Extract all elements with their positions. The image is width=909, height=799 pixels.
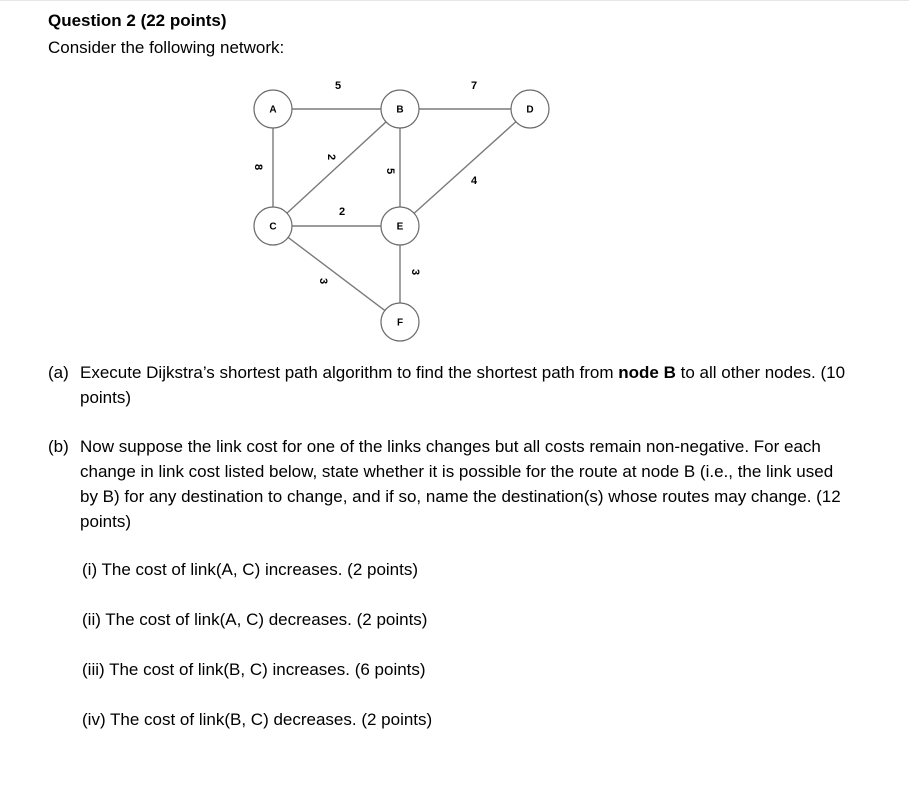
part-a xyxy=(48,360,848,410)
node-label: F xyxy=(396,317,404,329)
part-b xyxy=(48,434,848,534)
edge-c-b xyxy=(273,109,400,226)
edge-cost-c-b: 2 xyxy=(325,153,337,161)
node-label: E xyxy=(396,221,404,233)
node-label: C xyxy=(269,221,277,233)
part-a-bold-node: node B xyxy=(618,363,676,382)
edge-cost-c-e: 2 xyxy=(338,206,346,218)
part-a-text-before: Execute Dijkstra’s shortest path algorithm to find the shortest path from xyxy=(80,363,619,382)
node-a xyxy=(254,90,292,128)
edge-e-d xyxy=(400,109,530,226)
edge-cost-c-f: 3 xyxy=(317,277,329,285)
node-c xyxy=(254,207,292,245)
edge-c-f xyxy=(273,226,400,322)
edge-cost-a-b: 5 xyxy=(334,80,342,92)
part-b-text: Now suppose the link cost for one of the links changes but all costs remain non-negative. For each change in link cost listed below, state whether it is possible for the route at node B (i.e., the link used by B) for any destination to change, and if so, name the destination(s) whose routes may change. (12 points) xyxy=(80,437,841,531)
node-label: A xyxy=(269,104,277,116)
node-d xyxy=(511,90,549,128)
part-b-item-iii: (iii) The cost of link(B, C) increases. (6 points) xyxy=(82,660,426,679)
node-f xyxy=(381,303,419,341)
node-b xyxy=(381,90,419,128)
part-b-marker: (b) xyxy=(48,437,69,456)
edge-cost-a-c: 8 xyxy=(252,163,264,171)
part-a-marker: (a) xyxy=(48,363,69,382)
node-label: D xyxy=(526,104,534,116)
question-intro: Consider the following network: xyxy=(48,38,285,57)
edge-cost-e-f: 3 xyxy=(409,268,421,276)
question-title: Question 2 (22 points) xyxy=(48,11,227,30)
node-e xyxy=(381,207,419,245)
part-b-item-iv: (iv) The cost of link(B, C) decreases. (2 points) xyxy=(82,710,433,729)
edge-cost-b-d: 7 xyxy=(470,80,478,92)
part-b-item-ii: (ii) The cost of link(A, C) decreases. (2 points) xyxy=(82,610,428,629)
edge-cost-b-e: 5 xyxy=(384,167,396,175)
part-a-text-after: to all other nodes. (10 points) xyxy=(80,363,846,407)
network-diagram xyxy=(0,0,909,360)
node-label: B xyxy=(396,104,404,116)
part-b-item-i: (i) The cost of link(A, C) increases. (2 points) xyxy=(82,560,419,579)
edge-cost-e-d: 4 xyxy=(470,175,478,187)
